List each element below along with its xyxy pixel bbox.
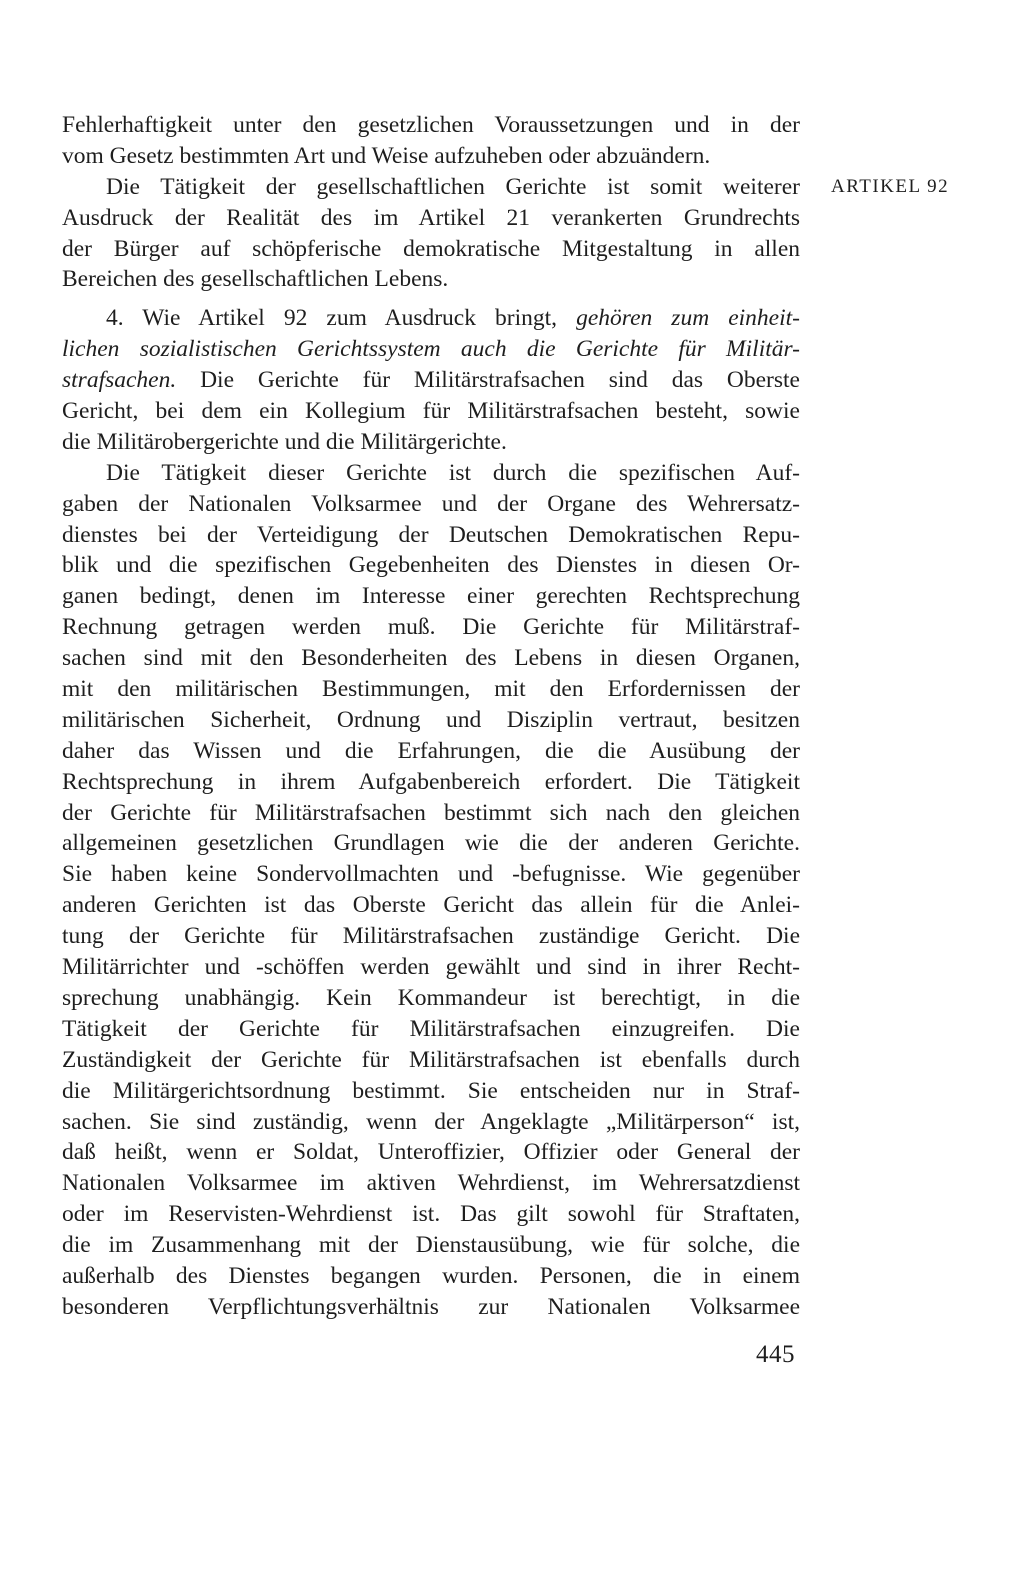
text-line: daß heißt, wenn er Soldat, Unteroffizier, Offizier oder General der — [62, 1139, 800, 1166]
text-line — [62, 365, 800, 396]
text-line: besonderen Verpflichtungsverhältnis zur Nationalen Volksarmee — [62, 1293, 800, 1320]
text-line: allgemeinen gesetzlichen Grundlagen wie die der anderen Gerichte. — [62, 830, 800, 857]
text-line: oder im Reservisten-Wehrdienst ist. Das gilt sowohl für Straftaten, — [62, 1201, 800, 1228]
text-line: sachen. Sie sind zuständig, wenn der Angeklagte „Militärperson“ ist, — [62, 1108, 800, 1135]
text-line: dienstes bei der Verteidigung der Deutschen Demokratischen Repu- — [62, 521, 800, 548]
text-line: ganen bedingt, denen im Interesse einer gerechten Rechtsprechung — [62, 583, 800, 610]
text-line: vom Gesetz bestimmten Art und Weise aufzuheben oder abzuändern. — [62, 142, 711, 169]
emphasis-text: gehören zum einheit- — [576, 305, 800, 332]
text-line: Die Tätigkeit der gesellschaftlichen Gerichte ist somit weiterer — [106, 173, 800, 200]
text-line: sprechung unabhängig. Kein Kommandeur ist berechtigt, in die — [62, 984, 800, 1011]
text-line: Rechtsprechung in ihrem Aufgabenbereich erfordert. Die Tätigkeit — [62, 768, 800, 795]
text-line: anderen Gerichten ist das Oberste Gericht das allein für die Anlei- — [62, 892, 800, 919]
text-line: Nationalen Volksarmee im aktiven Wehrdienst, im Wehrersatzdienst — [62, 1170, 800, 1197]
text-line: blik und die spezifischen Gegebenheiten des Dienstes in diesen Or- — [62, 552, 800, 579]
text-segment: 4. Wie Artikel 92 zum Ausdruck bringt, — [106, 305, 577, 332]
text-line: außerhalb des Dienstes begangen wurden. Personen, die in einem — [62, 1262, 800, 1289]
text-line: Sie haben keine Sondervollmachten und -befugnisse. Wie gegenüber — [62, 861, 800, 888]
page-number: 445 — [756, 1341, 795, 1368]
text-line: Ausdruck der Realität des im Artikel 21 verankerten Grundrechts — [62, 204, 800, 231]
text-line: sachen sind mit den Besonderheiten des Lebens in diesen Organen, — [62, 645, 800, 672]
paragraph-gap — [62, 295, 800, 303]
text-line: Fehlerhaftigkeit unter den gesetzlichen Voraussetzungen und in der — [62, 112, 800, 138]
text-line: tung der Gerichte für Militärstrafsachen zuständige Gericht. Die — [62, 923, 800, 950]
text-line: Gericht, bei dem ein Kollegium für Militärstrafsachen besteht, sowie — [62, 398, 800, 425]
margin-article-reference: ARTIKEL 92 — [831, 176, 950, 197]
text-line: Tätigkeit der Gerichte für Militärstrafsachen einzugreifen. Die — [62, 1015, 800, 1042]
text-line: die im Zusammenhang mit der Dienstausübung, wie für solche, die — [62, 1232, 800, 1259]
text-line: Zuständigkeit der Gerichte für Militärstrafsachen ist ebenfalls durch — [62, 1046, 800, 1073]
text-line: militärischen Sicherheit, Ordnung und Disziplin vertraut, besitzen — [62, 706, 800, 733]
text-line — [62, 303, 800, 334]
text-line: die Militärgerichtsordnung bestimmt. Sie entscheiden nur in Straf- — [62, 1077, 800, 1104]
text-line: Militärrichter und -schöffen werden gewählt und sind in ihrer Recht- — [62, 954, 800, 981]
emphasis-line: lichen sozialistischen Gerichtssystem auch die Gerichte für Militär- — [62, 336, 800, 363]
text-line: der Gerichte für Militärstrafsachen bestimmt sich nach den gleichen — [62, 799, 800, 826]
text-line: die Militärobergerichte und die Militärgerichte. — [62, 428, 507, 455]
body-text — [62, 110, 800, 1323]
text-line: der Bürger auf schöpferische demokratische Mitgestaltung in allen — [62, 235, 800, 262]
emphasis-text: strafsachen. — [62, 367, 177, 394]
text-line: gaben der Nationalen Volksarmee und der Organe des Wehrersatz- — [62, 490, 800, 517]
text-line: daher das Wissen und die Erfahrungen, die die Ausübung der — [62, 737, 800, 764]
text-line: Die Tätigkeit dieser Gerichte ist durch die spezifischen Auf- — [106, 459, 800, 486]
text-line: mit den militärischen Bestimmungen, mit den Erfordernissen der — [62, 676, 800, 703]
text-line: Bereichen des gesellschaftlichen Lebens. — [62, 266, 449, 293]
text-line: Rechnung getragen werden muß. Die Gerichte für Militärstraf- — [62, 614, 800, 641]
text-segment: Die Gerichte für Militärstrafsachen sind das Oberste — [176, 367, 800, 394]
